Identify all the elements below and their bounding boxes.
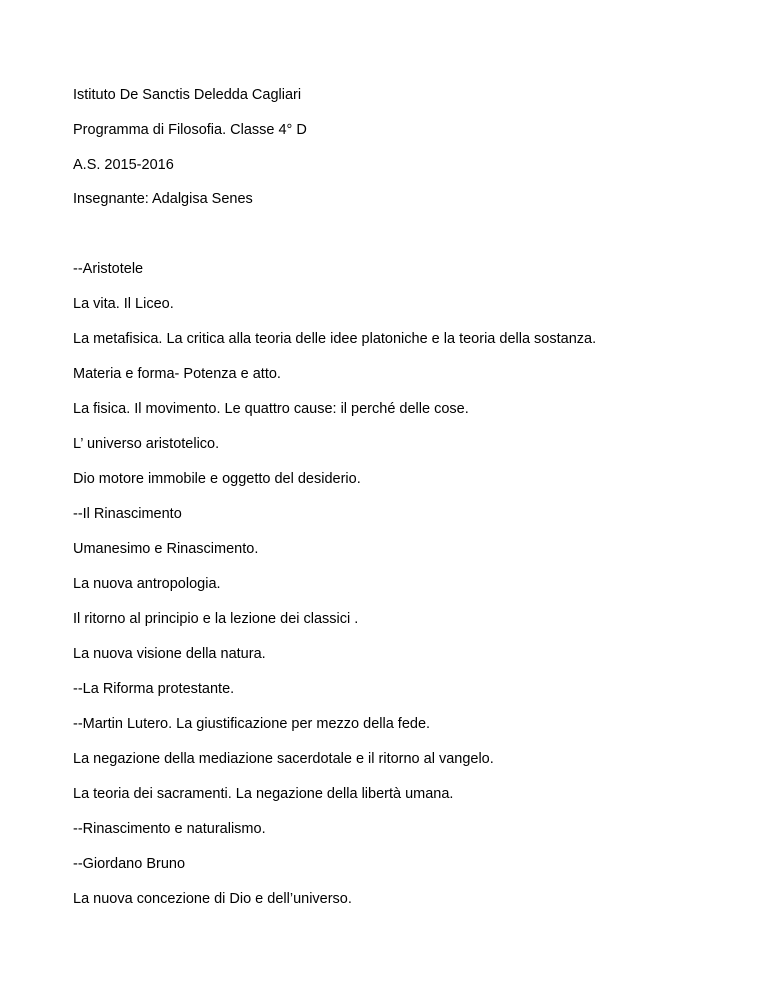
content-line: La negazione della mediazione sacerdotale e il ritorno al vangelo.: [73, 751, 494, 767]
school-year: A.S. 2015-2016: [73, 157, 174, 173]
content-line: Materia e forma- Potenza e atto.: [73, 366, 281, 382]
school-name: Istituto De Sanctis Deledda Cagliari: [73, 87, 302, 103]
content-line: La metafisica. La critica alla teoria delle idee platoniche e la teoria della sostanza.: [73, 331, 597, 347]
section-heading-riforma: --La Riforma protestante.: [73, 681, 235, 697]
section-heading-naturalismo: --Rinascimento e naturalismo.: [73, 821, 266, 837]
content-line: La teoria dei sacramenti. La negazione della libertà umana.: [73, 786, 454, 802]
section-heading-aristotele: --Aristotele: [73, 261, 144, 277]
section-heading-rinascimento: --Il Rinascimento: [73, 506, 182, 522]
content-line: La vita. Il Liceo.: [73, 296, 174, 312]
content-line: L’ universo aristotelico.: [73, 436, 220, 452]
content-line: La nuova concezione di Dio e dell’universo.: [73, 891, 352, 907]
teacher-name: Insegnante: Adalgisa Senes: [73, 191, 253, 207]
content-line: La fisica. Il movimento. Le quattro cause: il perché delle cose.: [73, 401, 469, 417]
content-line: La nuova visione della natura.: [73, 646, 266, 662]
content-line: Dio motore immobile e oggetto del desiderio.: [73, 471, 361, 487]
section-heading-lutero: --Martin Lutero. La giustificazione per mezzo della fede.: [73, 716, 431, 732]
content-line: Umanesimo e Rinascimento.: [73, 541, 259, 557]
content-line: Il ritorno al principio e la lezione dei classici .: [73, 611, 359, 627]
section-heading-bruno: --Giordano Bruno: [73, 856, 186, 872]
content-line: La nuova antropologia.: [73, 576, 221, 592]
program-title: Programma di Filosofia. Classe 4° D: [73, 122, 307, 138]
